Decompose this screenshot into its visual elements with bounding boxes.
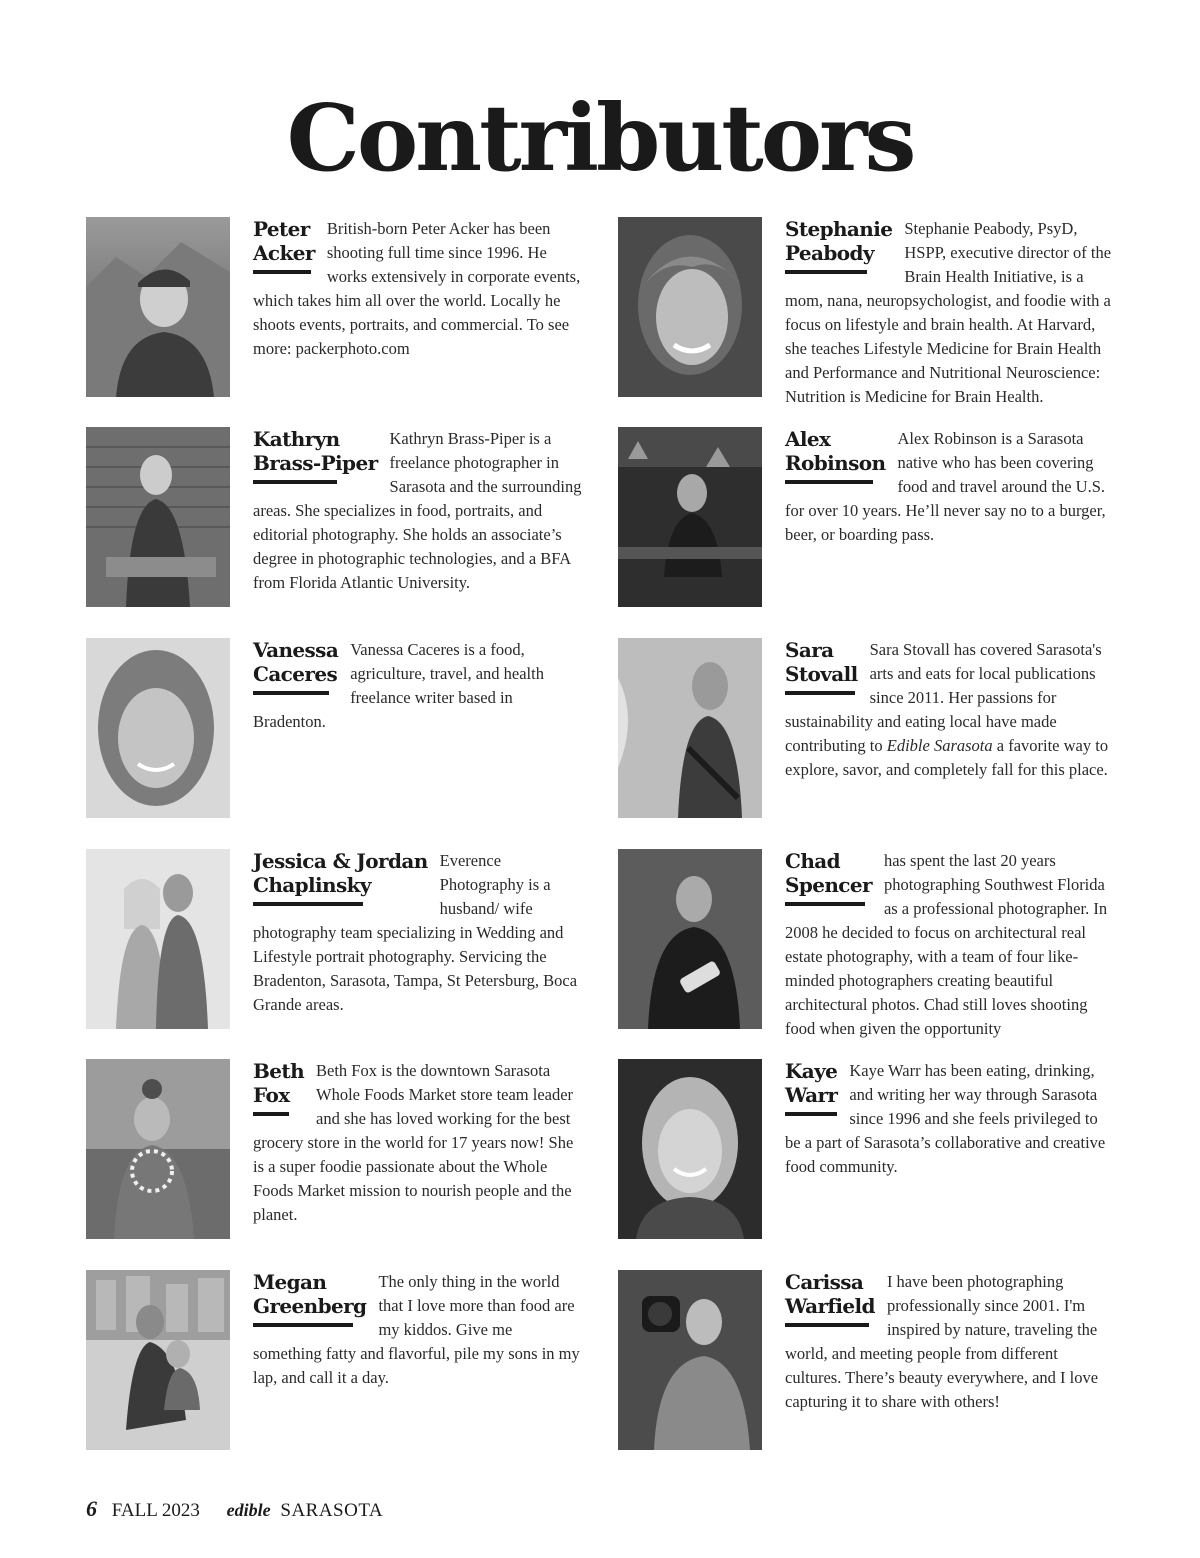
contributor-name: Brass-Piper (253, 451, 378, 475)
contributor-photo (618, 638, 762, 818)
contributor-name: Caceres (253, 662, 338, 686)
contributor-name: Peter (253, 217, 310, 241)
portrait-photo-icon (86, 217, 230, 397)
contributor-photo (618, 217, 762, 397)
contributor-bio: Kaye Warr has been eating, drinking, and writing her way through Sarasota since 1996 and she feels privileged to be a part of Sarasota’s collaborative and creative food community. (785, 1061, 1106, 1176)
contributor-name: Vanessa (253, 638, 339, 662)
contributor-name: Warr (785, 1083, 838, 1107)
name-underline (253, 691, 329, 695)
contributor-photo (86, 849, 230, 1029)
name-underline (785, 1112, 837, 1116)
name-underline (785, 902, 865, 906)
portrait-photo-icon (618, 1270, 762, 1450)
contributor-name: Kathryn (253, 427, 340, 451)
contributor-bio: has spent the last 20 years photographing Southwest Florida as a professional photographer. In 2008 he decided to focus on architectural real estate photography, with a team of four like-minded photographers creating beautiful architectural photos. Chad still loves shooting food when given the opportunity (785, 851, 1108, 1038)
contributor-name: Megan (253, 1270, 327, 1294)
portrait-photo-icon (618, 638, 762, 818)
contributor-photo (86, 638, 230, 818)
contributor-photo (618, 1270, 762, 1450)
publication-italic: edible (226, 1500, 271, 1520)
contributor-bio: Vanessa Caceres is a food, agriculture, travel, and health freelance writer based in Bradenton. (253, 640, 544, 731)
bio-italic-title: Edible Sarasota (886, 736, 993, 755)
portrait-photo-icon (86, 638, 230, 818)
contributor-name: Spencer (785, 873, 872, 897)
issue-label: FALL 2023 (111, 1500, 200, 1521)
name-underline (253, 1323, 353, 1327)
page-number: 6 (86, 1496, 97, 1521)
name-underline (253, 480, 337, 484)
portrait-photo-icon (618, 1059, 762, 1239)
contributor-name: Sara (785, 638, 834, 662)
contributor-name: Warfield (785, 1294, 875, 1318)
family-photo-icon (86, 1270, 230, 1450)
contributor-name: Carissa (785, 1270, 864, 1294)
bio-text: a favorite way to explore, savor, and completely fall for this place. (785, 736, 1109, 779)
contributor-name: Acker (253, 241, 315, 265)
contributor-name: Greenberg (253, 1294, 367, 1318)
contributor-photo (86, 1059, 230, 1239)
contributor-name: Robinson (785, 451, 886, 475)
contributor-name: Beth (253, 1059, 305, 1083)
contributor-name: Fox (253, 1083, 290, 1107)
portrait-photo-icon (86, 1059, 230, 1239)
contributor-photo (618, 427, 762, 607)
contributor-name: Kaye (785, 1059, 838, 1083)
name-underline (785, 1323, 869, 1327)
bio-text: Sara Stovall has covered Sarasota's arts and eats for local publications since 2011. Her passions for sustainability and eating local have made contributing to (785, 640, 1102, 755)
portrait-photo-icon (618, 849, 762, 1029)
portrait-photo-icon (618, 427, 762, 607)
publication-name: SARASOTA (280, 1500, 384, 1521)
contributor-bio: I have been photographing professionally since 2001. I'm inspired by nature, traveling the world, and meeting people from different cultures. There’s beauty everywhere, and I love capturing it to share with others! (785, 1272, 1099, 1411)
name-underline (253, 902, 363, 906)
contributor-name: Stephanie (785, 217, 893, 241)
name-underline (785, 270, 867, 274)
contributor-bio: The only thing in the world that I love more than food are my kiddos. Give me something fatty and flavorful, pile my sons in my lap, and call it a day. (253, 1272, 580, 1387)
contributor-photo (86, 427, 230, 607)
couple-photo-icon (86, 849, 230, 1029)
name-underline (253, 270, 311, 274)
name-underline (785, 691, 855, 695)
contributor-bio: Alex Robinson is a Sarasota native who has been covering food and travel around the U.S. for over 10 years. He’ll never say no to a burger, beer, or boarding pass. (785, 429, 1106, 544)
portrait-photo-icon (86, 427, 230, 607)
contributor-photo (86, 1270, 230, 1450)
contributor-name: Stovall (785, 662, 858, 686)
contributor-name: Peabody (785, 241, 874, 265)
contributor-photo (618, 849, 762, 1029)
name-underline (785, 480, 873, 484)
contributor-bio: Everence Photography is a husband/ wife photography team specializing in Wedding and Lifestyle portrait photography. Servicing the Bradenton, Sarasota, Tampa, St Petersburg, Boca Grande areas. (253, 851, 578, 1014)
contributor-bio: British-born Peter Acker has been shooting full time since 1996. He works extensively in corporate events, which takes him all over the world. Locally he shoots events, portraits, and commercial. To see more: packerphoto.com (253, 219, 581, 358)
contributor-bio: Beth Fox is the downtown Sarasota Whole Foods Market store team leader and she has loved working for the best grocery store in the world for 17 years now! She is a super foodie passionate about the Whole Foods Market mission to nourish people and the planet. (253, 1061, 574, 1224)
contributor-name: Jessica & Jordan (253, 849, 428, 873)
contributor-name: Chaplinsky (253, 873, 371, 897)
portrait-photo-icon (618, 217, 762, 397)
name-underline (253, 1112, 289, 1116)
contributor-photo (86, 217, 230, 397)
page-footer (86, 1496, 383, 1522)
contributor-bio: Kathryn Brass-Piper is a freelance photographer in Sarasota and the surrounding areas. She specializes in food, portraits, and editorial photography. She holds an associate’s degree in photographic technologies, and a BFA from Florida Atlantic University. (253, 429, 582, 592)
contributor-bio: Stephanie Peabody, PsyD, HSPP, executive director of the Brain Health Initiative, is a mom, nana, neuropsychologist, and foodie with a focus on lifestyle and brain health. At Harvard, she teaches Lifestyle Medicine for Brain Health and Performance and Nutritional Neuroscience: Nutrition is Medicine for Brain Health. (785, 219, 1112, 406)
page-title: Contributors (286, 84, 914, 192)
contributor-name: Chad (785, 849, 841, 873)
contributor-photo (618, 1059, 762, 1239)
contributor-name: Alex (785, 427, 831, 451)
